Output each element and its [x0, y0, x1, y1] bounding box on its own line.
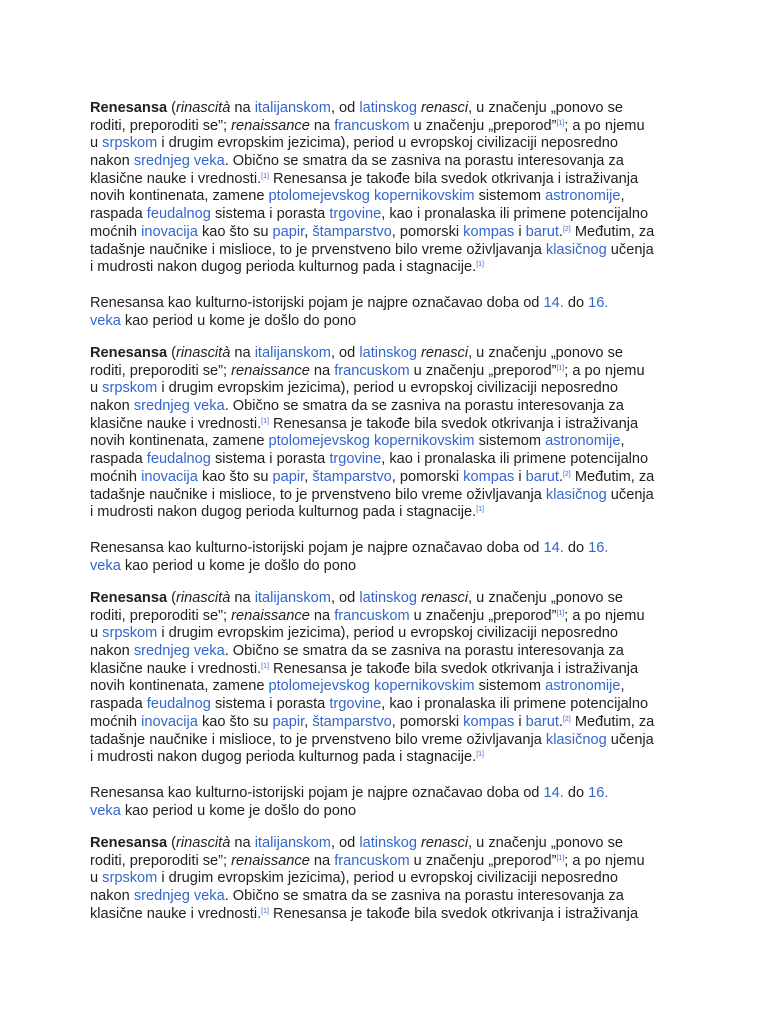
- link-ptolemaic[interactable]: ptolomejevskog: [268, 678, 370, 695]
- link-paper[interactable]: papir: [272, 713, 305, 730]
- link-french[interactable]: francuskom: [334, 362, 410, 379]
- text-line: roditi, preporoditi se”; renaissance na francuskom u značenju „preporod”[1]; a po njemu: [90, 362, 645, 379]
- link-italian[interactable]: italijanskom: [254, 835, 331, 851]
- text-line: Renesansa (rinascità na italijanskom, od latinskog renasci, u značenju „ponovo se: [90, 345, 624, 361]
- link-feudal[interactable]: feudalnog: [146, 451, 211, 468]
- text-line: nakon srednjeg veka. Obično se smatra da se zasniva na porastu interesovanja za: [90, 153, 624, 170]
- reference-link[interactable]: [1]: [261, 907, 269, 915]
- reference-link[interactable]: [1]: [476, 261, 484, 269]
- text-line: Renesansa (rinascità na italijanskom, od latinskog renasci, u značenju „ponovo se: [90, 835, 624, 851]
- reference-link[interactable]: [1]: [261, 662, 269, 670]
- link-italian[interactable]: italijanskom: [254, 100, 331, 116]
- link-16th-century[interactable]: 16.: [588, 785, 609, 801]
- text-line: novih kontinenata, zamene ptolomejevskog kopernikovskim sistemom astronomije,: [90, 678, 625, 695]
- link-trade[interactable]: trgovine: [329, 696, 382, 713]
- text-line: veka kao period u kome je došlo do pono: [90, 557, 357, 574]
- link-astronomy[interactable]: astronomije: [545, 433, 621, 450]
- link-latin[interactable]: latinskog: [359, 100, 417, 116]
- intro-paragraph: [90, 345, 682, 522]
- link-serbian[interactable]: srpskom: [102, 870, 158, 887]
- link-serbian[interactable]: srpskom: [102, 625, 158, 642]
- link-trade[interactable]: trgovine: [329, 451, 382, 468]
- text-line: i mudrosti nakon dugog perioda kulturnog pada i stagnacije.[1]: [90, 259, 484, 276]
- link-copernican[interactable]: kopernikovskim: [373, 188, 475, 205]
- text-line: raspada feudalnog sistema i porasta trgovine, kao i pronalaska ili primene potencijalno: [90, 451, 649, 468]
- link-16th-century[interactable]: 16.: [588, 295, 609, 311]
- reference-link[interactable]: [1]: [476, 751, 484, 759]
- link-16th-century[interactable]: 16.: [588, 540, 609, 556]
- text-line: Renesansa (rinascità na italijanskom, od latinskog renasci, u značenju „ponovo se: [90, 100, 624, 116]
- reference-link[interactable]: [1]: [556, 119, 565, 127]
- link-italian[interactable]: italijanskom: [254, 345, 331, 361]
- link-gunpowder[interactable]: barut: [525, 468, 559, 485]
- reference-link[interactable]: [1]: [556, 364, 565, 372]
- text-line: u srpskom i drugim evropskim jezicima), period u evropskoj civilizaciji neposredno: [90, 135, 619, 152]
- link-innovation[interactable]: inovacija: [141, 713, 198, 730]
- text-line: u srpskom i drugim evropskim jezicima), period u evropskoj civilizaciji neposredno: [90, 380, 619, 397]
- link-feudal[interactable]: feudalnog: [146, 206, 211, 223]
- text-line: nakon srednjeg veka. Obično se smatra da se zasniva na porastu interesovanja za: [90, 398, 624, 415]
- link-latin[interactable]: latinskog: [359, 590, 417, 606]
- link-latin[interactable]: latinskog: [359, 835, 417, 851]
- link-14th-century[interactable]: 14.: [543, 540, 564, 556]
- link-classical[interactable]: klasičnog: [545, 241, 607, 258]
- link-gunpowder[interactable]: barut: [525, 223, 559, 240]
- link-gunpowder[interactable]: barut: [525, 713, 559, 730]
- link-feudal[interactable]: feudalnog: [146, 696, 211, 713]
- text-line: u srpskom i drugim evropskim jezicima), period u evropskoj civilizaciji neposredno: [90, 870, 619, 887]
- link-classical[interactable]: klasičnog: [545, 486, 607, 503]
- link-14th-century[interactable]: 14.: [543, 785, 564, 801]
- link-innovation[interactable]: inovacija: [141, 223, 198, 240]
- link-paper[interactable]: papir: [272, 468, 305, 485]
- reference-link[interactable]: [2]: [562, 225, 571, 233]
- reference-link[interactable]: [1]: [261, 417, 269, 425]
- link-french[interactable]: francuskom: [334, 607, 410, 624]
- link-french[interactable]: francuskom: [334, 852, 410, 869]
- link-italian[interactable]: italijanskom: [254, 590, 331, 606]
- link-compass[interactable]: kompas: [463, 223, 515, 240]
- intro-paragraph: [90, 835, 682, 923]
- text-line: klasične nauke i vrednosti.[1] Renesansa je takođe bila svedok otkrivanja i istraživanja: [90, 905, 639, 922]
- text-line: Renesansa kao kulturno-istorijski pojam je najpre označavao doba od 14. do 16.: [90, 295, 609, 311]
- intro-paragraph: [90, 100, 682, 277]
- link-century[interactable]: veka: [90, 557, 121, 574]
- link-paper[interactable]: papir: [272, 223, 305, 240]
- link-serbian[interactable]: srpskom: [102, 135, 158, 152]
- link-ptolemaic[interactable]: ptolomejevskog: [268, 433, 370, 450]
- link-middle-ages[interactable]: srednjeg veka: [133, 398, 225, 415]
- period-paragraph: [90, 785, 682, 820]
- link-century[interactable]: veka: [90, 312, 121, 329]
- link-french[interactable]: francuskom: [334, 117, 410, 134]
- text-line: klasične nauke i vrednosti.[1] Renesansa je takođe bila svedok otkrivanja i istraživanja: [90, 415, 639, 432]
- text-line: moćnih inovacija kao što su papir, štamparstvo, pomorski kompas i barut.[2] Međutim, za: [90, 713, 655, 730]
- text-line: u srpskom i drugim evropskim jezicima), period u evropskoj civilizaciji neposredno: [90, 625, 619, 642]
- text-line: veka kao period u kome je došlo do pono: [90, 312, 357, 329]
- text-line: raspada feudalnog sistema i porasta trgovine, kao i pronalaska ili primene potencijalno: [90, 696, 649, 713]
- text-line: nakon srednjeg veka. Obično se smatra da se zasniva na porastu interesovanja za: [90, 888, 624, 905]
- link-14th-century[interactable]: 14.: [543, 295, 564, 311]
- link-astronomy[interactable]: astronomije: [545, 678, 621, 695]
- link-latin[interactable]: latinskog: [359, 345, 417, 361]
- text-line: nakon srednjeg veka. Obično se smatra da se zasniva na porastu interesovanja za: [90, 643, 624, 660]
- article-term: Renesansa: [90, 835, 168, 851]
- link-middle-ages[interactable]: srednjeg veka: [133, 643, 225, 660]
- link-printing[interactable]: štamparstvo: [312, 468, 392, 485]
- text-line: tadašnje naučnike i mislioce, to je prvenstveno bilo vreme oživljavanja klasičnog učenja: [90, 731, 654, 748]
- link-printing[interactable]: štamparstvo: [312, 713, 392, 730]
- link-middle-ages[interactable]: srednjeg veka: [133, 153, 225, 170]
- link-compass[interactable]: kompas: [463, 468, 515, 485]
- period-paragraph: [90, 295, 682, 330]
- reference-link[interactable]: [1]: [476, 506, 484, 514]
- reference-link[interactable]: [2]: [562, 470, 571, 478]
- text-line: Renesansa kao kulturno-istorijski pojam je najpre označavao doba od 14. do 16.: [90, 540, 609, 556]
- article-term: Renesansa: [90, 100, 168, 116]
- text-line: raspada feudalnog sistema i porasta trgovine, kao i pronalaska ili primene potencijalno: [90, 206, 649, 223]
- article-term: Renesansa: [90, 590, 168, 606]
- text-line: moćnih inovacija kao što su papir, štamparstvo, pomorski kompas i barut.[2] Međutim, za: [90, 468, 655, 485]
- link-classical[interactable]: klasičnog: [545, 731, 607, 748]
- link-serbian[interactable]: srpskom: [102, 380, 158, 397]
- reference-link[interactable]: [1]: [556, 854, 565, 862]
- intro-paragraph: [90, 590, 682, 767]
- link-century[interactable]: veka: [90, 802, 121, 819]
- link-copernican[interactable]: kopernikovskim: [373, 433, 475, 450]
- link-copernican[interactable]: kopernikovskim: [373, 678, 475, 695]
- text-line: i mudrosti nakon dugog perioda kulturnog pada i stagnacije.[1]: [90, 749, 484, 766]
- period-paragraph: [90, 540, 682, 575]
- reference-link[interactable]: [1]: [556, 609, 565, 617]
- text-line: klasične nauke i vrednosti.[1] Renesansa je takođe bila svedok otkrivanja i istraživanja: [90, 170, 639, 187]
- text-line: Renesansa kao kulturno-istorijski pojam je najpre označavao doba od 14. do 16.: [90, 785, 609, 801]
- text-line: klasične nauke i vrednosti.[1] Renesansa je takođe bila svedok otkrivanja i istraživanja: [90, 660, 639, 677]
- link-compass[interactable]: kompas: [463, 713, 515, 730]
- link-trade[interactable]: trgovine: [329, 206, 382, 223]
- reference-link[interactable]: [2]: [562, 715, 571, 723]
- link-middle-ages[interactable]: srednjeg veka: [133, 888, 225, 905]
- text-line: novih kontinenata, zamene ptolomejevskog kopernikovskim sistemom astronomije,: [90, 433, 625, 450]
- text-line: roditi, preporoditi se”; renaissance na francuskom u značenju „preporod”[1]; a po njemu: [90, 852, 645, 869]
- text-line: roditi, preporoditi se”; renaissance na francuskom u značenju „preporod”[1]; a po njemu: [90, 607, 645, 624]
- link-astronomy[interactable]: astronomije: [545, 188, 621, 205]
- text-line: veka kao period u kome je došlo do pono: [90, 802, 357, 819]
- text-line: tadašnje naučnike i mislioce, to je prvenstveno bilo vreme oživljavanja klasičnog učenja: [90, 241, 654, 258]
- link-printing[interactable]: štamparstvo: [312, 223, 392, 240]
- text-line: Renesansa (rinascità na italijanskom, od latinskog renasci, u značenju „ponovo se: [90, 590, 624, 606]
- text-line: tadašnje naučnike i mislioce, to je prvenstveno bilo vreme oživljavanja klasičnog učenja: [90, 486, 654, 503]
- article-term: Renesansa: [90, 345, 168, 361]
- text-line: i mudrosti nakon dugog perioda kulturnog pada i stagnacije.[1]: [90, 504, 484, 521]
- text-line: novih kontinenata, zamene ptolomejevskog kopernikovskim sistemom astronomije,: [90, 188, 625, 205]
- text-line: moćnih inovacija kao što su papir, štamparstvo, pomorski kompas i barut.[2] Međutim, za: [90, 223, 655, 240]
- reference-link[interactable]: [1]: [261, 172, 269, 180]
- link-innovation[interactable]: inovacija: [141, 468, 198, 485]
- link-ptolemaic[interactable]: ptolomejevskog: [268, 188, 370, 205]
- text-line: roditi, preporoditi se”; renaissance na francuskom u značenju „preporod”[1]; a po njemu: [90, 117, 645, 134]
